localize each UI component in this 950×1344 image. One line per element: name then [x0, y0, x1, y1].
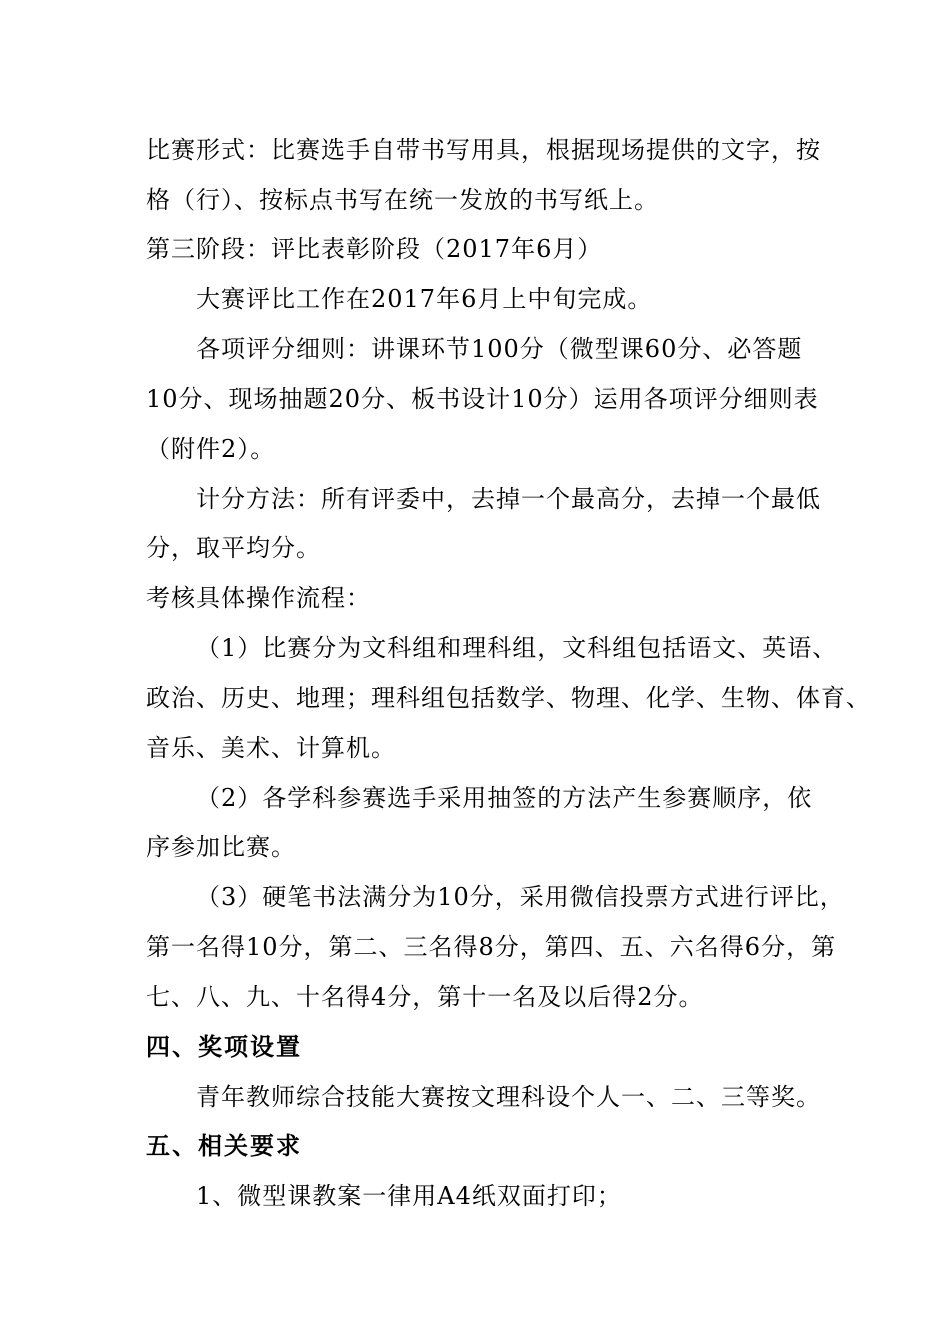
- paragraph-line: 比赛形式：比赛选手自带书写用具，根据现场提供的文字，按: [146, 136, 821, 164]
- paragraph-line: 10分、现场抽题20分、板书设计10分）运用各项评分细则表: [146, 385, 819, 413]
- paragraph-line: （附件2）。: [146, 435, 276, 463]
- paragraph-line: 计分方法：所有评委中，去掉一个最高分，去掉一个最低: [196, 485, 821, 513]
- paragraph-line: 大赛评比工作在2017年6月上中旬完成。: [196, 285, 653, 313]
- paragraph-line: 各项评分细则：讲课环节100分（微型课60分、必答题: [196, 335, 803, 363]
- paragraph-line: 青年教师综合技能大赛按文理科设个人一、二、三等奖。: [196, 1083, 821, 1111]
- paragraph-line: 格（行）、按标点书写在统一发放的书写纸上。: [146, 186, 659, 214]
- section-subheading: 第三阶段：评比表彰阶段（2017年6月）: [146, 235, 603, 263]
- paragraph-line: 政治、历史、地理；理科组包括数学、物理、化学、生物、体育、: [146, 684, 871, 712]
- paragraph-line: 音乐、美术、计算机。: [146, 734, 396, 762]
- paragraph-line: 1、微型课教案一律用A4纸双面打印；: [196, 1182, 622, 1210]
- paragraph-line: （3）硬笔书法满分为10分，采用微信投票方式进行评比，: [196, 883, 845, 911]
- paragraph-line: 七、八、九、十名得4分，第十一名及以后得2分。: [146, 983, 704, 1011]
- paragraph-line: （1）比赛分为文科组和理科组，文科组包括语文、英语、: [196, 634, 838, 662]
- section-heading: 五、相关要求: [146, 1131, 302, 1160]
- paragraph-line: （2）各学科参赛选手采用抽签的方法产生参赛顺序，依: [196, 784, 813, 812]
- paragraph-line: 分，取平均分。: [146, 534, 321, 562]
- section-heading: 四、奖项设置: [146, 1032, 302, 1061]
- paragraph-line: 序参加比赛。: [146, 833, 296, 861]
- paragraph-line: 考核具体操作流程：: [146, 584, 371, 612]
- paragraph-line: 第一名得10分，第二、三名得8分，第四、五、六名得6分，第: [146, 933, 837, 961]
